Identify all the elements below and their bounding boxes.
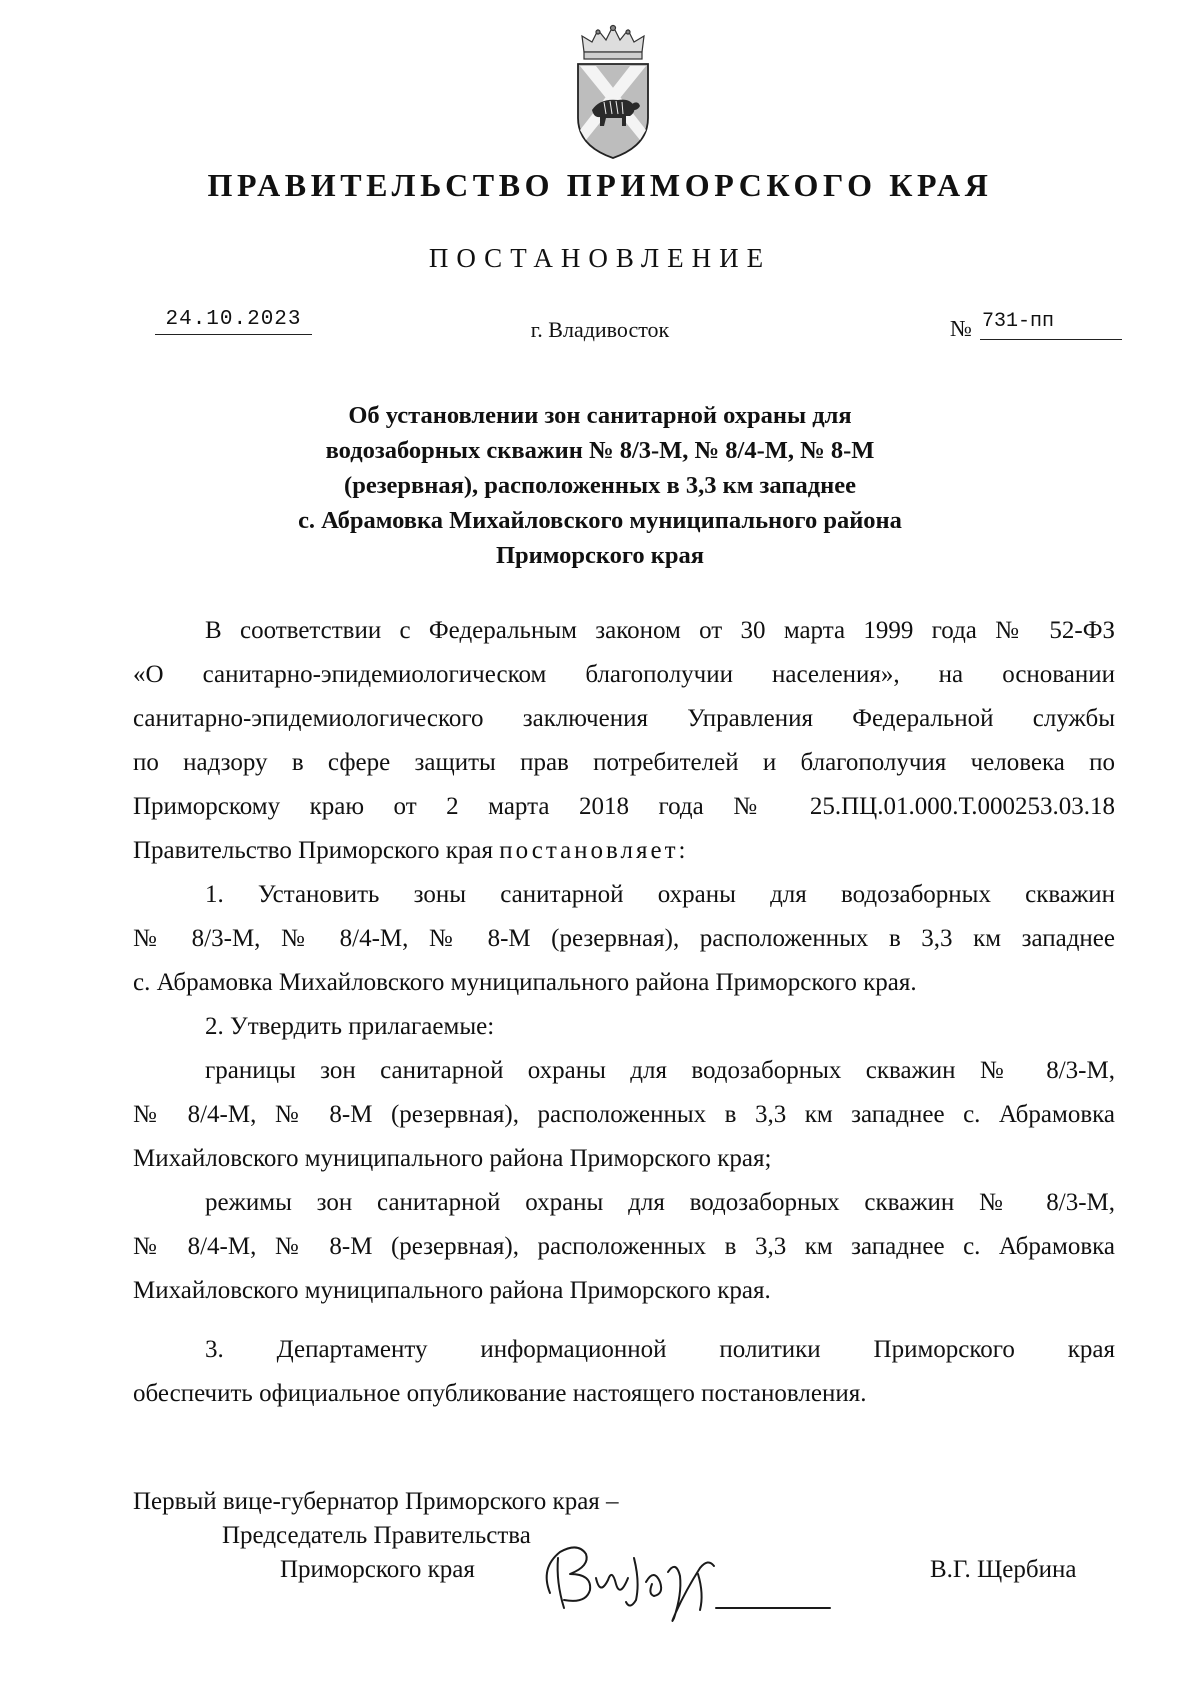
preamble-verb: постановляет:	[499, 837, 689, 864]
item1-line: с. Абрамовка Михайловского муниципального района Приморского края.	[133, 969, 917, 996]
preamble-subject: Правительство Приморского края	[133, 837, 500, 864]
subject-line: Приморского края	[495, 542, 705, 569]
preamble-line: В соответствии с Федеральным законом от 30 марта 1999 года № 52-ФЗ	[205, 617, 1115, 644]
document-date: 24.10.2023	[155, 308, 312, 335]
item2-borders-line: границы зон санитарной охраны для водозаборных скважин № 8/3-М,	[205, 1057, 1115, 1084]
document-number: 731-пп	[980, 310, 1122, 340]
signatory-position-line: Приморского края	[280, 1556, 475, 1583]
preamble-line: санитарно-эпидемиологического заключения Управления Федеральной службы	[133, 705, 1115, 732]
item2-regimes-line: режимы зон санитарной охраны для водозаборных скважин № 8/3-М,	[205, 1189, 1115, 1216]
preamble-line: по надзору в сфере защиты прав потребителей и благополучия человека по	[133, 749, 1115, 776]
item2-regimes-line: № 8/4-М, № 8-М (резервная), расположенных в 3,3 км западнее с. Абрамовка	[133, 1233, 1115, 1260]
item2-regimes-line: Михайловского муниципального района Приморского края.	[133, 1277, 771, 1304]
preamble-line: «О санитарно-эпидемиологическом благополучии населения», на основании	[133, 661, 1115, 688]
item1-line: № 8/3-М, № 8/4-М, № 8-М (резервная), расположенных в 3,3 км западнее	[133, 925, 1115, 952]
item1-line: 1. Установить зоны санитарной охраны для водозаборных скважин	[205, 881, 1115, 908]
item2-heading: 2. Утвердить прилагаемые:	[205, 1013, 495, 1040]
signatory-position-line: Первый вице-губернатор Приморского края –	[133, 1488, 619, 1515]
preamble-line: Приморскому краю от 2 марта 2018 года № 25.ПЦ.01.000.Т.000253.03.18	[133, 793, 1115, 820]
handwritten-signature-icon	[530, 1538, 870, 1628]
signatory-position-line: Председатель Правительства	[222, 1522, 531, 1549]
item3-line: 3. Департаменту информационной политики Приморского края	[205, 1336, 1115, 1363]
item2-borders-line: Михайловского муниципального района Приморского края;	[133, 1145, 772, 1172]
document-number-field	[950, 310, 1120, 344]
subject-line: водозаборных скважин № 8/3-М, № 8/4-М, № 8-М	[325, 437, 875, 464]
subject-line: Об установлении зон санитарной охраны для	[348, 402, 852, 429]
document-city: г. Владивосток	[530, 317, 670, 342]
item2-borders-line: № 8/4-М, № 8-М (резервная), расположенных в 3,3 км западнее с. Абрамовка	[133, 1101, 1115, 1128]
coat-of-arms-icon	[570, 22, 656, 162]
item3-line: обеспечить официальное опубликование настоящего постановления.	[133, 1380, 867, 1407]
signatory-name: В.Г. Щербина	[930, 1556, 1077, 1583]
government-name: ПРАВИТЕЛЬСТВО ПРИМОРСКОГО КРАЯ	[207, 167, 993, 203]
document-type: ПОСТАНОВЛЕНИЕ	[428, 243, 772, 273]
document-subject	[0, 398, 1200, 573]
subject-line: (резервная), расположенных в 3,3 км западнее	[344, 472, 856, 499]
subject-line: с. Абрамовка Михайловского муниципального района	[298, 507, 902, 534]
preamble-final-line	[133, 836, 688, 866]
number-sign: №	[950, 316, 972, 341]
